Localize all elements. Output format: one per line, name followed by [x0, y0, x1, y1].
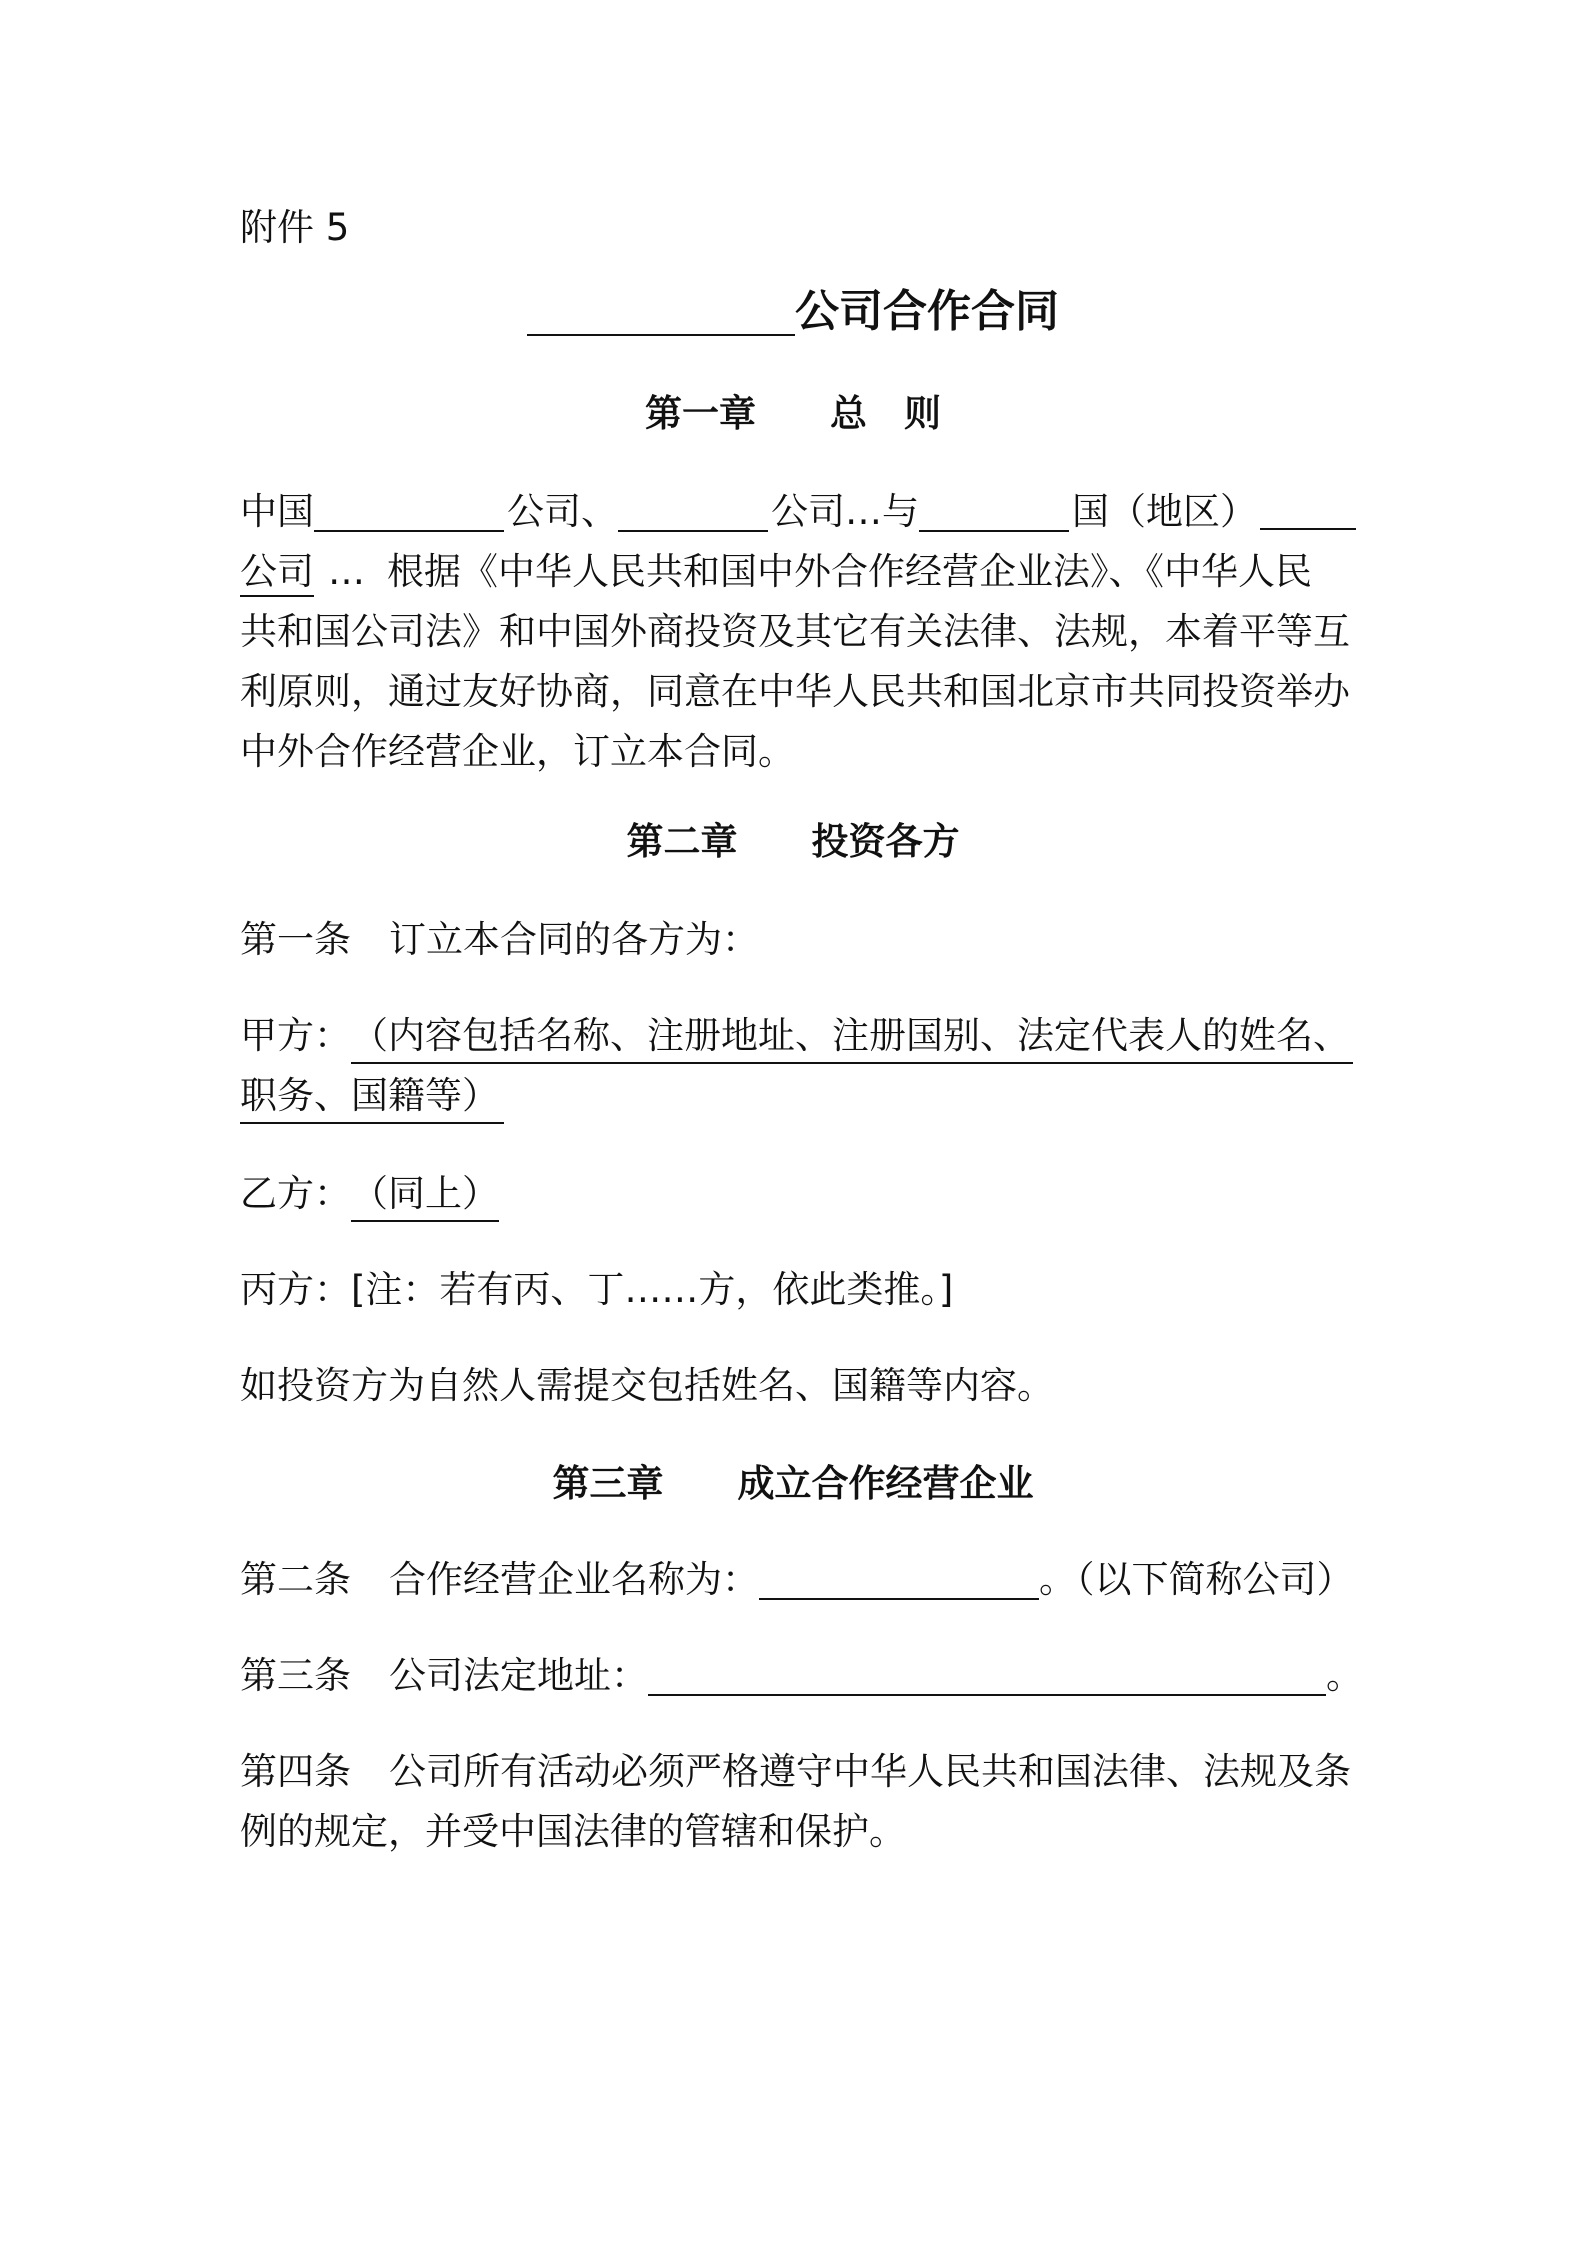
article-2-text: 合作经营企业名称为：: [389, 1558, 759, 1601]
intro-word-company-2: 公司…与: [771, 488, 1069, 536]
chapter-1-name: 总 则: [830, 392, 941, 435]
chapter-1-heading: [0, 390, 1586, 438]
chapter-2-number: 第二章: [626, 820, 738, 863]
article-2-label: 第二条: [240, 1558, 351, 1601]
article-2: [240, 1556, 1354, 1604]
intro-word-company-3: 公司: [240, 550, 314, 597]
intro-word-company-1: 公司、: [507, 488, 768, 536]
intro-blank-3: [919, 490, 1069, 532]
intro-line-3: 共和国公司法》和中国外商投资及其它有关法律、法规，本着平等互: [240, 610, 1350, 653]
party-c: [240, 1266, 953, 1314]
party-b: [240, 1170, 499, 1222]
intro-line-4: 利原则，通过友好协商，同意在中华人民共和国北京市共同投资举办: [240, 670, 1350, 713]
intro-line-2: [240, 548, 1312, 596]
party-c-label: 丙方：: [240, 1268, 351, 1311]
article-3-text: 公司法定地址：: [389, 1654, 648, 1697]
party-a-content-2: 职务、国籍等）: [240, 1072, 504, 1124]
intro-ellipsis: …: [328, 550, 365, 593]
legal-address-blank: [648, 1654, 1326, 1696]
party-b-label: 乙方：: [240, 1172, 351, 1215]
intro-line-5: 中外合作经营企业，订立本合同。: [240, 730, 795, 773]
chapter-3-number: 第三章: [552, 1462, 664, 1505]
article-4-label: 第四条: [240, 1750, 351, 1793]
attachment-label: 附件 5: [240, 206, 350, 249]
intro-blank-2: [618, 490, 768, 532]
article-1-label: 第一条: [240, 918, 351, 961]
article-1-text: 订立本合同的各方为：: [389, 918, 759, 961]
intro-line-2-text: 根据《中华人民共和国中外合作经营企业法》、《中华人民: [387, 550, 1312, 593]
party-a-line-1: [240, 1012, 1353, 1064]
chapter-3-name: 成立合作经营企业: [737, 1462, 1034, 1505]
party-b-content: （同上）: [351, 1170, 499, 1222]
chapter-2-heading: [0, 818, 1586, 866]
article-1: [240, 916, 759, 964]
party-a-content-1: （内容包括名称、注册地址、注册国别、法定代表人的姓名、: [351, 1012, 1353, 1064]
party-c-content: [注：若有丙、丁……方，依此类推。]: [351, 1268, 954, 1311]
article-3-suffix: 。: [1326, 1654, 1363, 1697]
intro-word-china: 中国: [240, 488, 504, 536]
party-a-label: 甲方：: [240, 1014, 351, 1057]
article-4-line-2: 例的规定，并受中国法律的管辖和保护。: [240, 1810, 906, 1853]
intro-word-country: 国（地区）: [1072, 490, 1257, 533]
article-3-label: 第三条: [240, 1654, 351, 1697]
article-2-suffix: 。（以下简称公司）: [1039, 1558, 1354, 1601]
intro-line-1: [240, 488, 1356, 536]
party-a-line-2: [240, 1072, 504, 1124]
document-title: [0, 282, 1586, 342]
chapter-2-name: 投资各方: [811, 820, 960, 863]
chapter-3-heading: [0, 1460, 1586, 1508]
chapter-1-number: 第一章: [645, 392, 756, 435]
intro-blank-4: [1260, 488, 1356, 530]
article-4-text-1: 公司所有活动必须严格遵守中华人民共和国法律、法规及条: [389, 1750, 1351, 1793]
enterprise-name-blank: [759, 1558, 1039, 1600]
natural-person-note: 如投资方为自然人需提交包括姓名、国籍等内容。: [240, 1364, 1054, 1407]
title-company-blank: [527, 288, 795, 336]
article-3: [240, 1652, 1363, 1700]
intro-blank-1: [314, 490, 504, 532]
title-text: 公司合作合同: [795, 286, 1059, 337]
article-4-line-1: [240, 1748, 1351, 1796]
